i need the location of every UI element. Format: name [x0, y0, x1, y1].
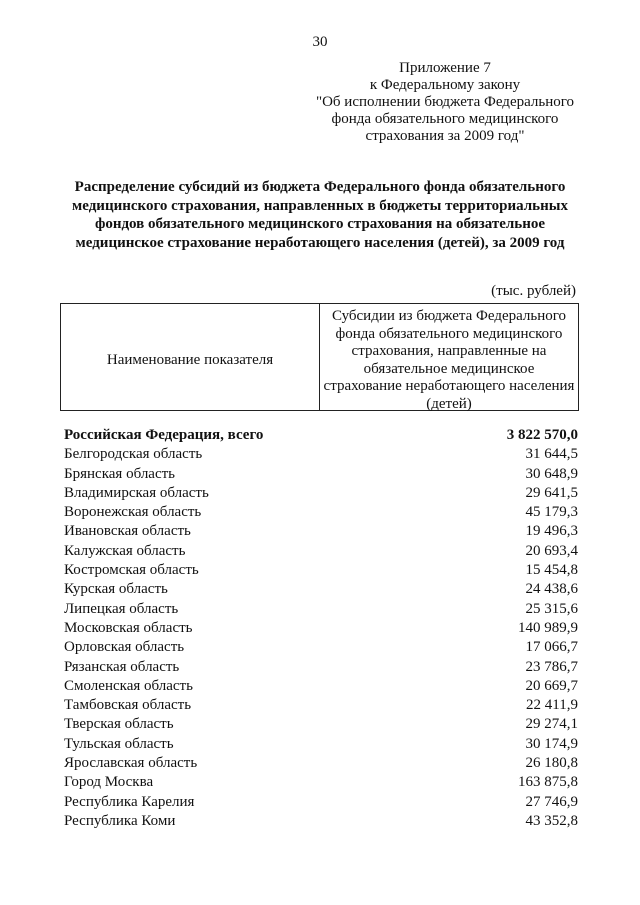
table-row [64, 580, 578, 599]
region-name: Воронежская область [64, 504, 202, 521]
region-name: Ивановская область [64, 523, 191, 540]
table-row [64, 542, 578, 561]
table-row [64, 600, 578, 619]
subsidy-value: 15 454,8 [525, 562, 578, 579]
table-header [60, 303, 579, 411]
appendix-line: Приложение 7 [399, 60, 491, 76]
appendix-header [300, 60, 590, 145]
region-name: Калужская область [64, 542, 186, 559]
region-name: Смоленская область [64, 677, 193, 694]
table-row [64, 812, 578, 831]
appendix-line: фонда обязательного медицинского [331, 111, 559, 127]
header-line: обязательное медицинское [363, 360, 535, 377]
appendix-line: "Об исполнении бюджета Федерального [315, 94, 575, 110]
header-line: фонда обязательного медицинского [335, 325, 563, 342]
subsidy-value: 19 496,3 [525, 523, 578, 540]
table-row [64, 561, 578, 580]
header-line: (детей) [426, 395, 472, 412]
subsidy-value: 20 693,4 [525, 542, 578, 559]
table-row [64, 658, 578, 677]
region-name: Владимирская область [64, 484, 209, 501]
region-name: Город Москва [64, 774, 154, 791]
title-line: Распределение субсидий из бюджета Федерального фонда обязательного [74, 179, 566, 195]
subsidy-value: 24 438,6 [525, 581, 578, 598]
region-name: Белгородская область [64, 446, 203, 463]
table-row [64, 619, 578, 638]
subsidy-value: 25 315,6 [525, 600, 578, 617]
subsidy-value: 27 746,9 [525, 793, 578, 810]
subsidy-value: 30 648,9 [525, 465, 578, 482]
table-row [64, 484, 578, 503]
table-row-total [64, 426, 578, 445]
subsidy-value: 43 352,8 [525, 812, 578, 829]
appendix-line: к Федеральному закону [369, 77, 521, 93]
table-row [64, 445, 578, 464]
region-name: Рязанская область [64, 658, 180, 675]
table-row [64, 677, 578, 696]
table-row [64, 754, 578, 773]
subsidy-value: 29 641,5 [525, 484, 578, 501]
region-name: Тульская область [64, 735, 174, 752]
title-line: медицинское страхование неработающего населения (детей), за 2009 год [75, 234, 565, 251]
subsidy-value: 31 644,5 [525, 446, 578, 463]
header-line: страхования, направленные на [351, 343, 547, 359]
title-line: медицинского страхования, направленных в бюджеты территориальных [72, 197, 568, 214]
table-row [64, 638, 578, 657]
region-name: Костромская область [64, 562, 199, 579]
header-line: страхование неработающего населения [323, 378, 575, 394]
region-name: Республика Карелия [64, 793, 195, 810]
region-name: Тверская область [64, 716, 174, 733]
appendix-line: страхования за 2009 год" [365, 128, 525, 144]
title-line: фондов обязательного медицинского страхования на обязательное [94, 216, 546, 232]
table-row [64, 465, 578, 484]
subsidy-value: 45 179,3 [525, 504, 578, 521]
region-name: Липецкая область [64, 600, 179, 617]
region-name: Орловская область [64, 639, 185, 656]
region-name: Ярославская область [64, 755, 198, 772]
table-row [64, 522, 578, 541]
subsidy-value: 3 822 570,0 [506, 427, 578, 443]
table-row [64, 696, 578, 715]
region-name: Российская Федерация, всего [64, 427, 264, 443]
table-row [64, 735, 578, 754]
subsidy-value: 17 066,7 [525, 639, 578, 656]
region-name: Курская область [64, 581, 168, 598]
document-title [40, 178, 600, 252]
region-name: Брянская область [64, 465, 176, 482]
column-header-subsidies [320, 304, 578, 410]
page-number: 30 [312, 34, 328, 50]
subsidy-value: 140 989,9 [518, 619, 578, 636]
region-name: Республика Коми [64, 812, 176, 829]
region-name: Московская область [64, 619, 193, 636]
table-body [64, 426, 578, 831]
subsidy-value: 23 786,7 [525, 658, 578, 675]
region-name: Тамбовская область [64, 697, 192, 714]
subsidy-value: 20 669,7 [525, 677, 578, 694]
subsidy-value: 22 411,9 [526, 697, 578, 714]
subsidy-value: 163 875,8 [518, 774, 578, 791]
subsidy-value: 26 180,8 [525, 755, 578, 772]
table-row [64, 503, 578, 522]
units-label: (тыс. рублей) [491, 283, 576, 299]
subsidy-value: 30 174,9 [525, 735, 578, 752]
table-row [64, 793, 578, 812]
column-header-name: Наименование показателя [61, 304, 320, 410]
subsidy-value: 29 274,1 [525, 716, 578, 733]
table-row [64, 715, 578, 734]
table-row [64, 773, 578, 792]
header-line: Субсидии из бюджета Федерального [331, 308, 567, 324]
